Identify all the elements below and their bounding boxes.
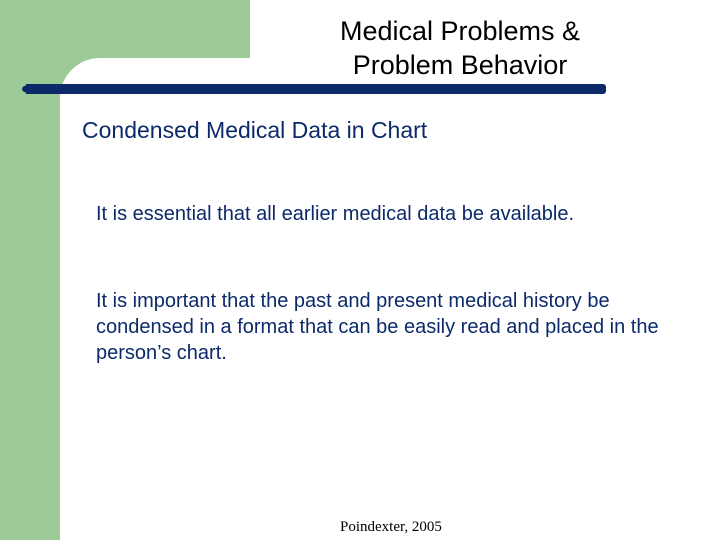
slide-title (290, 14, 630, 82)
footer-citation: Poindexter, 2005 (340, 519, 442, 535)
section-heading: Condensed Medical Data in Chart (82, 117, 428, 143)
slide-title-line-2: Problem Behavior (352, 50, 568, 80)
paragraph-essential-data: It is essential that all earlier medical data be available. (96, 203, 575, 225)
title-divider-bar (26, 84, 606, 94)
slide-title-line-1: Medical Problems & (339, 16, 581, 46)
paragraph-condensed-history: It is important that the past and present medical history be condensed in a format that can be easily read and placed in the person’s chart. (96, 290, 659, 364)
